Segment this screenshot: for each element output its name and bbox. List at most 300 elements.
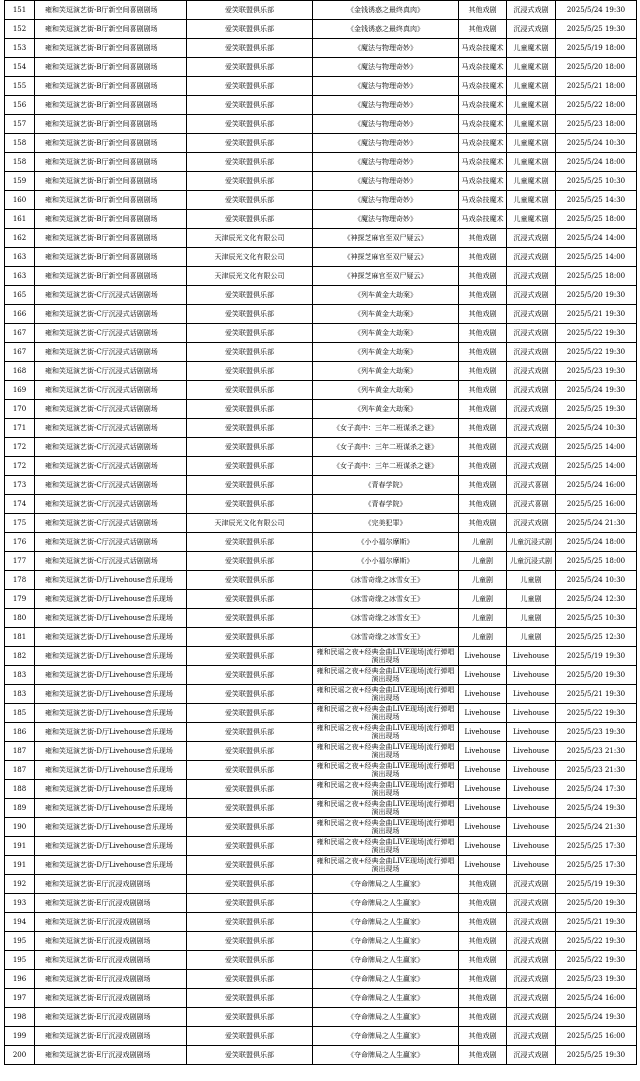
venue-cell: 雍和笑逗演艺街-D厅Livehouse音乐现场 xyxy=(35,780,187,799)
organizer-cell: 爱笑联盟俱乐部 xyxy=(187,286,313,305)
venue-cell: 雍和笑逗演艺街-C厅沉浸式话剧剧场 xyxy=(35,381,187,400)
organizer-cell: 爱笑联盟俱乐部 xyxy=(187,343,313,362)
subcategory-cell: 沉浸式喜剧 xyxy=(507,476,556,495)
venue-cell: 雍和笑逗演艺街-B厅新空间喜剧剧场 xyxy=(35,20,187,39)
venue-cell: 雍和笑逗演艺街-C厅沉浸式话剧剧场 xyxy=(35,362,187,381)
subcategory-cell: 沉浸式戏剧 xyxy=(507,1008,556,1027)
table-row xyxy=(5,970,637,989)
datetime-cell: 2025/5/23 18:00 xyxy=(556,115,637,134)
subcategory-cell: 沉浸式戏剧 xyxy=(507,20,556,39)
organizer-cell: 爱笑联盟俱乐部 xyxy=(187,780,313,799)
category-cell: 其他戏剧 xyxy=(459,951,507,970)
category-cell: 马戏杂技魔术 xyxy=(459,96,507,115)
venue-cell: 雍和笑逗演艺街-B厅新空间喜剧剧场 xyxy=(35,39,187,58)
category-cell: 其他戏剧 xyxy=(459,305,507,324)
row-number: 175 xyxy=(5,514,35,533)
table-row xyxy=(5,723,637,742)
category-cell: 其他戏剧 xyxy=(459,248,507,267)
subcategory-cell: Livehouse xyxy=(507,818,556,837)
organizer-cell: 爱笑联盟俱乐部 xyxy=(187,609,313,628)
subcategory-cell: 儿童剧 xyxy=(507,571,556,590)
organizer-cell: 爱笑联盟俱乐部 xyxy=(187,419,313,438)
show-title-cell: 《青春学院》 xyxy=(313,476,459,495)
show-title-cell: 《夺命牌局之人生赢家》 xyxy=(313,894,459,913)
venue-cell: 雍和笑逗演艺街-C厅沉浸式话剧剧场 xyxy=(35,533,187,552)
subcategory-cell: 沉浸式戏剧 xyxy=(507,875,556,894)
subcategory-cell: 沉浸式戏剧 xyxy=(507,1027,556,1046)
row-number: 187 xyxy=(5,761,35,780)
venue-cell: 雍和笑逗演艺街-C厅沉浸式话剧剧场 xyxy=(35,286,187,305)
venue-cell: 雍和笑逗演艺街-E厅沉浸戏剧剧场 xyxy=(35,894,187,913)
show-title-cell: 《神探芝麻官至双尸疑云》 xyxy=(313,248,459,267)
datetime-cell: 2025/5/21 19:30 xyxy=(556,685,637,704)
category-cell: 马戏杂技魔术 xyxy=(459,115,507,134)
subcategory-cell: 儿童魔术剧 xyxy=(507,39,556,58)
category-cell: Livehouse xyxy=(459,666,507,685)
datetime-cell: 2025/5/25 14:30 xyxy=(556,191,637,210)
datetime-cell: 2025/5/20 19:30 xyxy=(556,894,637,913)
venue-cell: 雍和笑逗演艺街-D厅Livehouse音乐现场 xyxy=(35,704,187,723)
table-row xyxy=(5,666,637,685)
show-title-cell: 《魔法与物理奇妙》 xyxy=(313,96,459,115)
table-row xyxy=(5,457,637,476)
row-number: 172 xyxy=(5,457,35,476)
table-row xyxy=(5,248,637,267)
subcategory-cell: 沉浸式戏剧 xyxy=(507,343,556,362)
datetime-cell: 2025/5/24 19:30 xyxy=(556,799,637,818)
datetime-cell: 2025/5/24 17:30 xyxy=(556,780,637,799)
table-row xyxy=(5,495,637,514)
show-title-cell: 《金钱诱惑之最终真肉》 xyxy=(313,20,459,39)
table-row xyxy=(5,267,637,286)
subcategory-cell: 沉浸式戏剧 xyxy=(507,894,556,913)
show-title-cell: 雍和民谣之夜+经典金曲LIVE现场|流行弹唱演出现场 xyxy=(313,704,459,723)
table-row xyxy=(5,761,637,780)
table-row xyxy=(5,39,637,58)
subcategory-cell: 沉浸式戏剧 xyxy=(507,1,556,20)
subcategory-cell: 儿童魔术剧 xyxy=(507,210,556,229)
subcategory-cell: 沉浸式戏剧 xyxy=(507,229,556,248)
organizer-cell: 爱笑联盟俱乐部 xyxy=(187,628,313,647)
row-number: 188 xyxy=(5,780,35,799)
organizer-cell: 爱笑联盟俱乐部 xyxy=(187,400,313,419)
venue-cell: 雍和笑逗演艺街-D厅Livehouse音乐现场 xyxy=(35,856,187,875)
subcategory-cell: Livehouse xyxy=(507,761,556,780)
show-title-cell: 《列车黄金大劫案》 xyxy=(313,324,459,343)
category-cell: 其他戏剧 xyxy=(459,400,507,419)
category-cell: Livehouse xyxy=(459,818,507,837)
subcategory-cell: 沉浸式戏剧 xyxy=(507,951,556,970)
show-title-cell: 《列车黄金大劫案》 xyxy=(313,343,459,362)
venue-cell: 雍和笑逗演艺街-E厅沉浸戏剧剧场 xyxy=(35,970,187,989)
organizer-cell: 天津辰光文化有限公司 xyxy=(187,514,313,533)
subcategory-cell: 儿童剧 xyxy=(507,590,556,609)
organizer-cell: 爱笑联盟俱乐部 xyxy=(187,96,313,115)
subcategory-cell: 儿童剧 xyxy=(507,609,556,628)
organizer-cell: 爱笑联盟俱乐部 xyxy=(187,191,313,210)
category-cell: 儿童剧 xyxy=(459,552,507,571)
category-cell: 其他戏剧 xyxy=(459,514,507,533)
row-number: 190 xyxy=(5,818,35,837)
venue-cell: 雍和笑逗演艺街-E厅沉浸戏剧剧场 xyxy=(35,989,187,1008)
organizer-cell: 天津辰光文化有限公司 xyxy=(187,267,313,286)
subcategory-cell: 沉浸式戏剧 xyxy=(507,970,556,989)
venue-cell: 雍和笑逗演艺街-B厅新空间喜剧剧场 xyxy=(35,134,187,153)
table-row xyxy=(5,609,637,628)
show-title-cell: 《魔法与物理奇妙》 xyxy=(313,58,459,77)
row-number: 195 xyxy=(5,951,35,970)
subcategory-cell: 沉浸式戏剧 xyxy=(507,932,556,951)
organizer-cell: 爱笑联盟俱乐部 xyxy=(187,1046,313,1065)
datetime-cell: 2025/5/25 19:30 xyxy=(556,20,637,39)
datetime-cell: 2025/5/24 16:00 xyxy=(556,989,637,1008)
table-row xyxy=(5,799,637,818)
category-cell: 其他戏剧 xyxy=(459,894,507,913)
venue-cell: 雍和笑逗演艺街-B厅新空间喜剧剧场 xyxy=(35,153,187,172)
category-cell: Livehouse xyxy=(459,837,507,856)
category-cell: 其他戏剧 xyxy=(459,1008,507,1027)
datetime-cell: 2025/5/22 19:30 xyxy=(556,932,637,951)
table-row xyxy=(5,704,637,723)
row-number: 197 xyxy=(5,989,35,1008)
venue-cell: 雍和笑逗演艺街-C厅沉浸式话剧剧场 xyxy=(35,343,187,362)
subcategory-cell: Livehouse xyxy=(507,666,556,685)
organizer-cell: 爱笑联盟俱乐部 xyxy=(187,115,313,134)
category-cell: 其他戏剧 xyxy=(459,438,507,457)
venue-cell: 雍和笑逗演艺街-B厅新空间喜剧剧场 xyxy=(35,248,187,267)
datetime-cell: 2025/5/25 17:30 xyxy=(556,837,637,856)
table-row xyxy=(5,438,637,457)
row-number: 156 xyxy=(5,96,35,115)
table-row xyxy=(5,343,637,362)
datetime-cell: 2025/5/20 19:30 xyxy=(556,666,637,685)
row-number: 195 xyxy=(5,932,35,951)
datetime-cell: 2025/5/21 19:30 xyxy=(556,913,637,932)
datetime-cell: 2025/5/23 21:30 xyxy=(556,742,637,761)
show-title-cell: 《冰雪奇缘之冰雪女王》 xyxy=(313,628,459,647)
organizer-cell: 爱笑联盟俱乐部 xyxy=(187,324,313,343)
datetime-cell: 2025/5/25 17:30 xyxy=(556,856,637,875)
category-cell: 马戏杂技魔术 xyxy=(459,58,507,77)
table-row xyxy=(5,305,637,324)
organizer-cell: 爱笑联盟俱乐部 xyxy=(187,932,313,951)
show-title-cell: 《小小福尔摩斯》 xyxy=(313,552,459,571)
venue-cell: 雍和笑逗演艺街-D厅Livehouse音乐现场 xyxy=(35,571,187,590)
organizer-cell: 爱笑联盟俱乐部 xyxy=(187,1,313,20)
row-number: 177 xyxy=(5,552,35,571)
row-number: 174 xyxy=(5,495,35,514)
datetime-cell: 2025/5/23 19:30 xyxy=(556,970,637,989)
category-cell: 其他戏剧 xyxy=(459,362,507,381)
datetime-cell: 2025/5/25 16:00 xyxy=(556,1027,637,1046)
show-title-cell: 《冰雪奇缘之冰雪女王》 xyxy=(313,609,459,628)
show-title-cell: 雍和民谣之夜+经典金曲LIVE现场|流行弹唱演出现场 xyxy=(313,799,459,818)
category-cell: Livehouse xyxy=(459,685,507,704)
category-cell: 马戏杂技魔术 xyxy=(459,39,507,58)
show-title-cell: 《女子高中：三年二班谋杀之谜》 xyxy=(313,419,459,438)
category-cell: Livehouse xyxy=(459,780,507,799)
row-number: 191 xyxy=(5,856,35,875)
category-cell: 其他戏剧 xyxy=(459,1,507,20)
row-number: 182 xyxy=(5,647,35,666)
subcategory-cell: 儿童魔术剧 xyxy=(507,58,556,77)
table-row xyxy=(5,894,637,913)
organizer-cell: 爱笑联盟俱乐部 xyxy=(187,134,313,153)
show-title-cell: 雍和民谣之夜+经典金曲LIVE现场|流行弹唱演出现场 xyxy=(313,685,459,704)
datetime-cell: 2025/5/24 18:00 xyxy=(556,153,637,172)
show-title-cell: 《夺命牌局之人生赢家》 xyxy=(313,1008,459,1027)
category-cell: 其他戏剧 xyxy=(459,875,507,894)
datetime-cell: 2025/5/24 19:30 xyxy=(556,381,637,400)
category-cell: 其他戏剧 xyxy=(459,286,507,305)
organizer-cell: 爱笑联盟俱乐部 xyxy=(187,571,313,590)
row-number: 163 xyxy=(5,248,35,267)
row-number: 167 xyxy=(5,324,35,343)
row-number: 173 xyxy=(5,476,35,495)
organizer-cell: 爱笑联盟俱乐部 xyxy=(187,58,313,77)
category-cell: 其他戏剧 xyxy=(459,913,507,932)
venue-cell: 雍和笑逗演艺街-B厅新空间喜剧剧场 xyxy=(35,267,187,286)
category-cell: 其他戏剧 xyxy=(459,989,507,1008)
venue-cell: 雍和笑逗演艺街-B厅新空间喜剧剧场 xyxy=(35,191,187,210)
datetime-cell: 2025/5/25 12:30 xyxy=(556,628,637,647)
row-number: 176 xyxy=(5,533,35,552)
show-title-cell: 《魔法与物理奇妙》 xyxy=(313,153,459,172)
table-row xyxy=(5,191,637,210)
venue-cell: 雍和笑逗演艺街-C厅沉浸式话剧剧场 xyxy=(35,419,187,438)
show-title-cell: 雍和民谣之夜+经典金曲LIVE现场|流行弹唱演出现场 xyxy=(313,818,459,837)
show-title-cell: 《魔法与物理奇妙》 xyxy=(313,134,459,153)
show-title-cell: 《列车黄金大劫案》 xyxy=(313,286,459,305)
subcategory-cell: 沉浸式戏剧 xyxy=(507,381,556,400)
datetime-cell: 2025/5/19 19:30 xyxy=(556,647,637,666)
datetime-cell: 2025/5/25 16:00 xyxy=(556,495,637,514)
table-body xyxy=(5,1,637,1065)
organizer-cell: 爱笑联盟俱乐部 xyxy=(187,837,313,856)
datetime-cell: 2025/5/24 14:00 xyxy=(556,229,637,248)
venue-cell: 雍和笑逗演艺街-E厅沉浸戏剧剧场 xyxy=(35,913,187,932)
datetime-cell: 2025/5/25 14:00 xyxy=(556,438,637,457)
venue-cell: 雍和笑逗演艺街-B厅新空间喜剧剧场 xyxy=(35,58,187,77)
subcategory-cell: 沉浸式戏剧 xyxy=(507,362,556,381)
row-number: 169 xyxy=(5,381,35,400)
category-cell: 其他戏剧 xyxy=(459,20,507,39)
organizer-cell: 爱笑联盟俱乐部 xyxy=(187,685,313,704)
table-row xyxy=(5,153,637,172)
datetime-cell: 2025/5/20 19:30 xyxy=(556,286,637,305)
category-cell: 马戏杂技魔术 xyxy=(459,77,507,96)
row-number: 166 xyxy=(5,305,35,324)
datetime-cell: 2025/5/25 14:00 xyxy=(556,457,637,476)
organizer-cell: 爱笑联盟俱乐部 xyxy=(187,552,313,571)
datetime-cell: 2025/5/22 18:00 xyxy=(556,96,637,115)
organizer-cell: 爱笑联盟俱乐部 xyxy=(187,362,313,381)
row-number: 200 xyxy=(5,1046,35,1065)
category-cell: 其他戏剧 xyxy=(459,495,507,514)
category-cell: 其他戏剧 xyxy=(459,457,507,476)
subcategory-cell: 儿童魔术剧 xyxy=(507,153,556,172)
table-row xyxy=(5,875,637,894)
datetime-cell: 2025/5/25 18:00 xyxy=(556,552,637,571)
venue-cell: 雍和笑逗演艺街-E厅沉浸戏剧剧场 xyxy=(35,1046,187,1065)
datetime-cell: 2025/5/22 19:30 xyxy=(556,324,637,343)
category-cell: Livehouse xyxy=(459,799,507,818)
datetime-cell: 2025/5/23 21:30 xyxy=(556,761,637,780)
row-number: 159 xyxy=(5,172,35,191)
row-number: 152 xyxy=(5,20,35,39)
organizer-cell: 爱笑联盟俱乐部 xyxy=(187,647,313,666)
datetime-cell: 2025/5/24 10:30 xyxy=(556,134,637,153)
venue-cell: 雍和笑逗演艺街-C厅沉浸式话剧剧场 xyxy=(35,495,187,514)
table-row xyxy=(5,571,637,590)
show-title-cell: 雍和民谣之夜+经典金曲LIVE现场|流行弹唱演出现场 xyxy=(313,780,459,799)
show-title-cell: 《冰雪奇缘之冰雪女王》 xyxy=(313,590,459,609)
show-title-cell: 雍和民谣之夜+经典金曲LIVE现场|流行弹唱演出现场 xyxy=(313,647,459,666)
venue-cell: 雍和笑逗演艺街-D厅Livehouse音乐现场 xyxy=(35,590,187,609)
organizer-cell: 天津辰光文化有限公司 xyxy=(187,248,313,267)
subcategory-cell: 沉浸式戏剧 xyxy=(507,457,556,476)
table-row xyxy=(5,229,637,248)
category-cell: 马戏杂技魔术 xyxy=(459,191,507,210)
organizer-cell: 爱笑联盟俱乐部 xyxy=(187,590,313,609)
venue-cell: 雍和笑逗演艺街-D厅Livehouse音乐现场 xyxy=(35,666,187,685)
category-cell: 其他戏剧 xyxy=(459,267,507,286)
subcategory-cell: Livehouse xyxy=(507,704,556,723)
organizer-cell: 爱笑联盟俱乐部 xyxy=(187,913,313,932)
subcategory-cell: 沉浸式戏剧 xyxy=(507,438,556,457)
table-row xyxy=(5,951,637,970)
category-cell: 其他戏剧 xyxy=(459,970,507,989)
organizer-cell: 爱笑联盟俱乐部 xyxy=(187,438,313,457)
organizer-cell: 爱笑联盟俱乐部 xyxy=(187,457,313,476)
venue-cell: 雍和笑逗演艺街-D厅Livehouse音乐现场 xyxy=(35,609,187,628)
table-row xyxy=(5,210,637,229)
row-number: 189 xyxy=(5,799,35,818)
category-cell: Livehouse xyxy=(459,742,507,761)
datetime-cell: 2025/5/25 19:30 xyxy=(556,1046,637,1065)
row-number: 170 xyxy=(5,400,35,419)
category-cell: 其他戏剧 xyxy=(459,476,507,495)
organizer-cell: 爱笑联盟俱乐部 xyxy=(187,856,313,875)
schedule-table xyxy=(4,0,637,1065)
show-title-cell: 雍和民谣之夜+经典金曲LIVE现场|流行弹唱演出现场 xyxy=(313,742,459,761)
venue-cell: 雍和笑逗演艺街-E厅沉浸戏剧剧场 xyxy=(35,875,187,894)
table-row xyxy=(5,1027,637,1046)
venue-cell: 雍和笑逗演艺街-D厅Livehouse音乐现场 xyxy=(35,818,187,837)
category-cell: Livehouse xyxy=(459,856,507,875)
datetime-cell: 2025/5/24 21:30 xyxy=(556,818,637,837)
datetime-cell: 2025/5/25 10:30 xyxy=(556,609,637,628)
table-row xyxy=(5,400,637,419)
datetime-cell: 2025/5/20 18:00 xyxy=(556,58,637,77)
table-row xyxy=(5,419,637,438)
datetime-cell: 2025/5/25 14:00 xyxy=(556,248,637,267)
organizer-cell: 爱笑联盟俱乐部 xyxy=(187,875,313,894)
organizer-cell: 爱笑联盟俱乐部 xyxy=(187,704,313,723)
show-title-cell: 《列车黄金大劫案》 xyxy=(313,381,459,400)
organizer-cell: 爱笑联盟俱乐部 xyxy=(187,989,313,1008)
row-number: 181 xyxy=(5,628,35,647)
row-number: 179 xyxy=(5,590,35,609)
organizer-cell: 爱笑联盟俱乐部 xyxy=(187,476,313,495)
venue-cell: 雍和笑逗演艺街-C厅沉浸式话剧剧场 xyxy=(35,457,187,476)
row-number: 199 xyxy=(5,1027,35,1046)
category-cell: Livehouse xyxy=(459,761,507,780)
table-row xyxy=(5,685,637,704)
subcategory-cell: Livehouse xyxy=(507,780,556,799)
organizer-cell: 爱笑联盟俱乐部 xyxy=(187,1008,313,1027)
venue-cell: 雍和笑逗演艺街-B厅新空间喜剧剧场 xyxy=(35,1,187,20)
row-number: 158 xyxy=(5,134,35,153)
datetime-cell: 2025/5/19 18:00 xyxy=(556,39,637,58)
organizer-cell: 爱笑联盟俱乐部 xyxy=(187,381,313,400)
table-row xyxy=(5,20,637,39)
category-cell: 其他戏剧 xyxy=(459,1027,507,1046)
subcategory-cell: 沉浸式戏剧 xyxy=(507,989,556,1008)
organizer-cell: 爱笑联盟俱乐部 xyxy=(187,742,313,761)
subcategory-cell: Livehouse xyxy=(507,685,556,704)
table-row xyxy=(5,324,637,343)
subcategory-cell: 儿童魔术剧 xyxy=(507,172,556,191)
category-cell: Livehouse xyxy=(459,704,507,723)
subcategory-cell: 儿童魔术剧 xyxy=(507,115,556,134)
venue-cell: 雍和笑逗演艺街-D厅Livehouse音乐现场 xyxy=(35,685,187,704)
table-row xyxy=(5,1,637,20)
datetime-cell: 2025/5/24 12:30 xyxy=(556,590,637,609)
venue-cell: 雍和笑逗演艺街-B厅新空间喜剧剧场 xyxy=(35,210,187,229)
table-row xyxy=(5,58,637,77)
category-cell: 其他戏剧 xyxy=(459,932,507,951)
venue-cell: 雍和笑逗演艺街-C厅沉浸式话剧剧场 xyxy=(35,324,187,343)
datetime-cell: 2025/5/24 19:30 xyxy=(556,1008,637,1027)
row-number: 172 xyxy=(5,438,35,457)
organizer-cell: 爱笑联盟俱乐部 xyxy=(187,666,313,685)
category-cell: 其他戏剧 xyxy=(459,343,507,362)
subcategory-cell: Livehouse xyxy=(507,799,556,818)
organizer-cell: 爱笑联盟俱乐部 xyxy=(187,818,313,837)
row-number: 153 xyxy=(5,39,35,58)
show-title-cell: 雍和民谣之夜+经典金曲LIVE现场|流行弹唱演出现场 xyxy=(313,856,459,875)
row-number: 171 xyxy=(5,419,35,438)
category-cell: 马戏杂技魔术 xyxy=(459,134,507,153)
table-row xyxy=(5,172,637,191)
organizer-cell: 爱笑联盟俱乐部 xyxy=(187,77,313,96)
show-title-cell: 《女子高中：三年二班谋杀之谜》 xyxy=(313,457,459,476)
show-title-cell: 雍和民谣之夜+经典金曲LIVE现场|流行弹唱演出现场 xyxy=(313,837,459,856)
row-number: 180 xyxy=(5,609,35,628)
row-number: 193 xyxy=(5,894,35,913)
table-row xyxy=(5,818,637,837)
show-title-cell: 《列车黄金大劫案》 xyxy=(313,305,459,324)
row-number: 198 xyxy=(5,1008,35,1027)
subcategory-cell: 儿童魔术剧 xyxy=(507,191,556,210)
category-cell: 儿童剧 xyxy=(459,571,507,590)
table-row xyxy=(5,533,637,552)
table-row xyxy=(5,1008,637,1027)
subcategory-cell: Livehouse xyxy=(507,723,556,742)
organizer-cell: 爱笑联盟俱乐部 xyxy=(187,1027,313,1046)
show-title-cell: 《神探芝麻官至双尸疑云》 xyxy=(313,229,459,248)
subcategory-cell: 沉浸式戏剧 xyxy=(507,400,556,419)
table-row xyxy=(5,77,637,96)
row-number: 155 xyxy=(5,77,35,96)
datetime-cell: 2025/5/21 18:00 xyxy=(556,77,637,96)
subcategory-cell: 儿童魔术剧 xyxy=(507,77,556,96)
show-title-cell: 《夺命牌局之人生赢家》 xyxy=(313,875,459,894)
table-row xyxy=(5,742,637,761)
venue-cell: 雍和笑逗演艺街-D厅Livehouse音乐现场 xyxy=(35,761,187,780)
organizer-cell: 爱笑联盟俱乐部 xyxy=(187,39,313,58)
